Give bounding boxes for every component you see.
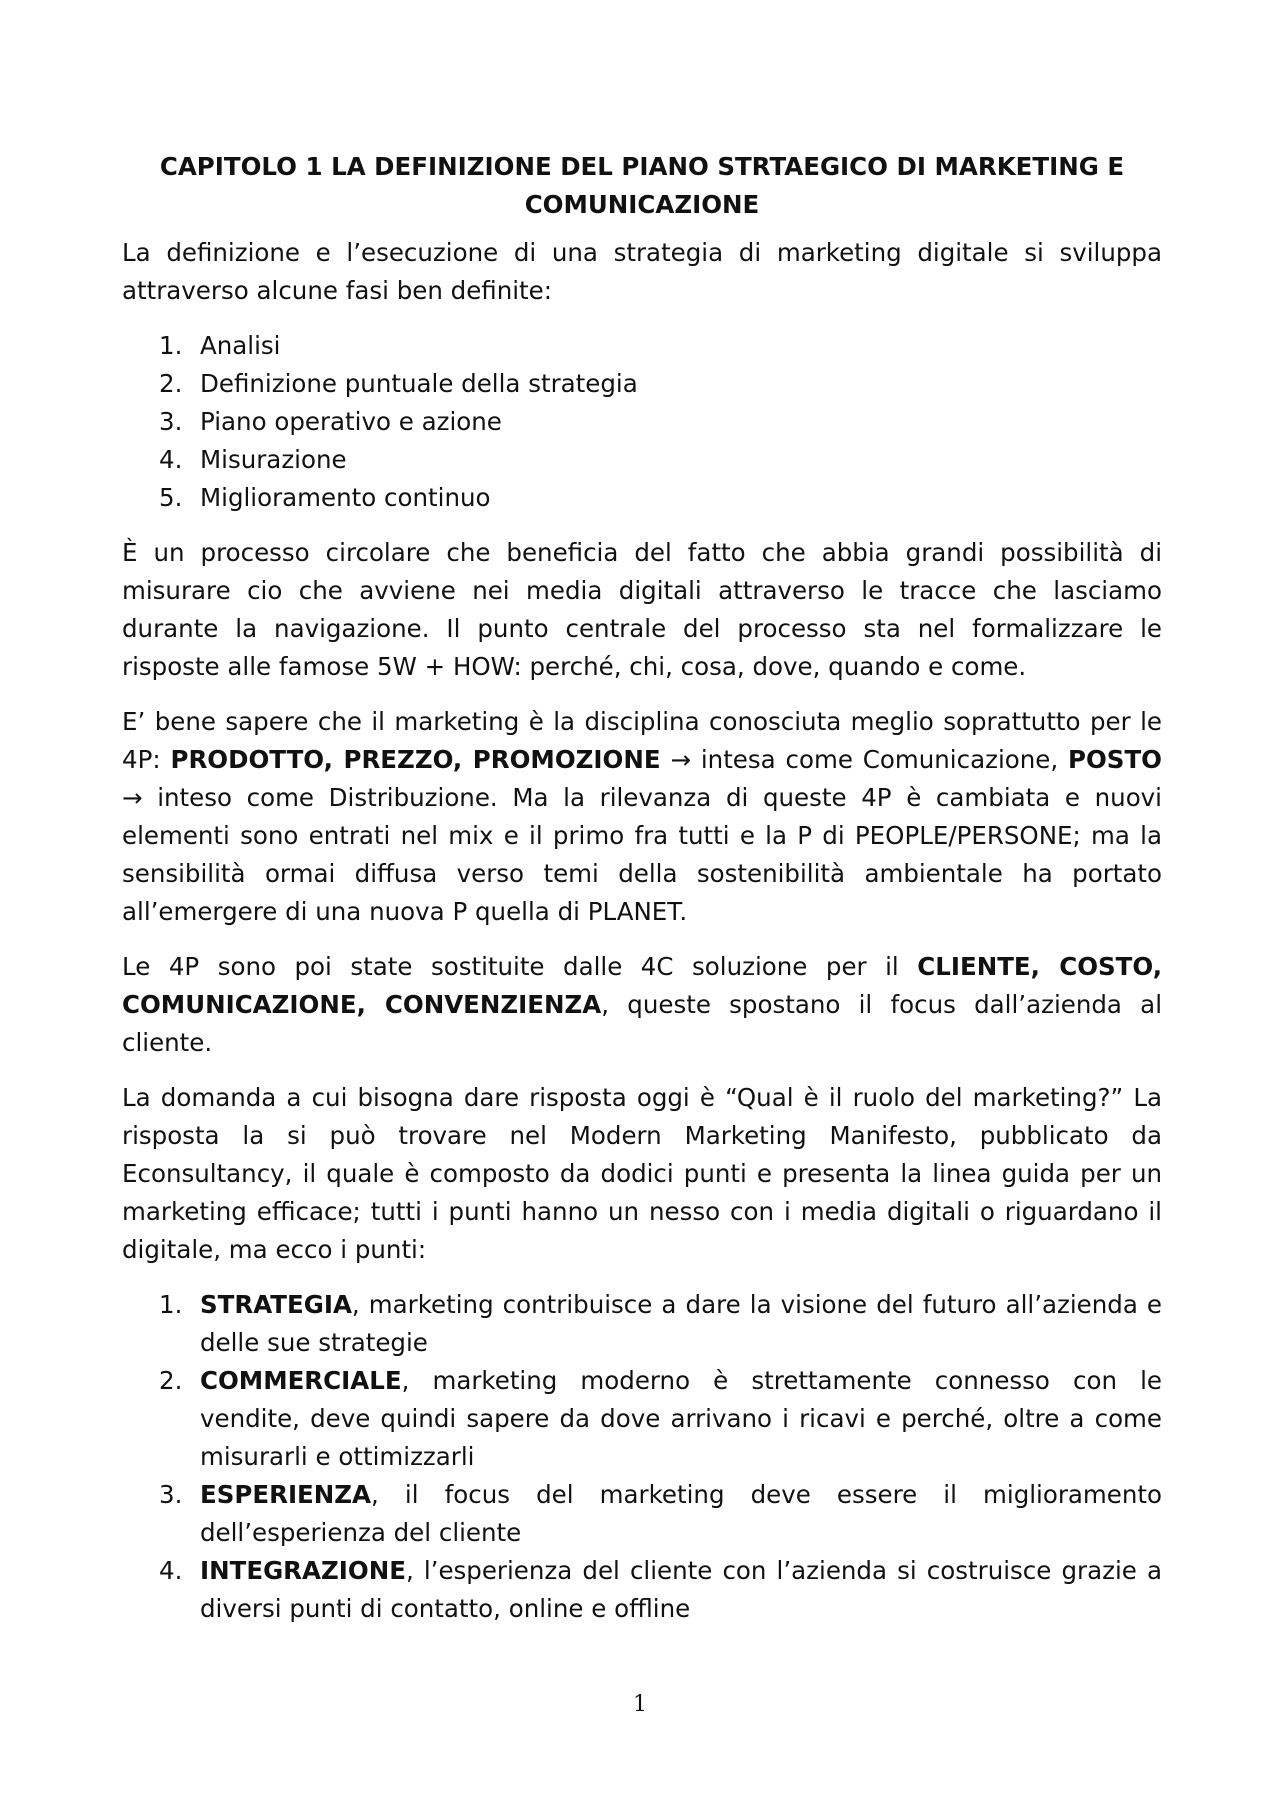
list-item xyxy=(122,441,1162,479)
phases-list xyxy=(122,327,1162,517)
list-item-key: INTEGRAZIONE xyxy=(200,1556,406,1585)
list-number: 4. xyxy=(159,1556,183,1585)
list-item xyxy=(122,327,1162,365)
process-paragraph: È un processo circolare che beneficia del fatto che abbia grandi possibilità di misurare cio che avviene nei media digitali attraverso le tracce che lasciamo durante la navigazione. Il punto centrale del processo sta nel formalizzare le risposte alle famose 5W + HOW: perché, chi, cosa, dove, quando e come. xyxy=(122,538,1162,681)
arrow-icon: → xyxy=(122,783,158,812)
text-run: , queste spostano il focus dall’azienda al cliente. xyxy=(122,990,1162,1057)
list-item-text: , il focus del marketing deve essere il miglioramento dell’esperienza del cliente xyxy=(200,1480,1162,1547)
text-run: intesa come Comunicazione, xyxy=(700,745,1069,774)
list-item-text: , marketing moderno è strettamente connesso con le vendite, deve quindi sapere da dove arrivano i ricavi e perché, oltre a come misurarli e ottimizzarli xyxy=(200,1366,1162,1471)
list-item-key: ESPERIENZA xyxy=(200,1480,372,1509)
list-item-key: STRATEGIA xyxy=(200,1290,352,1319)
list-item-text: , l’esperienza del cliente con l’azienda si costruisce grazie a diversi punti di contatto, online e offline xyxy=(200,1556,1162,1623)
list-item-key: COMMERCIALE xyxy=(200,1366,402,1395)
list-item xyxy=(122,403,1162,441)
list-number: 3. xyxy=(159,407,183,436)
list-item-text: Miglioramento continuo xyxy=(200,483,491,512)
text-run: Le 4P sono poi state sostituite dalle 4C soluzione per il xyxy=(122,952,918,981)
manifesto-list xyxy=(122,1286,1162,1628)
list-number: 2. xyxy=(159,369,183,398)
intro-paragraph: La definizione e l’esecuzione di una strategia di marketing digitale si sviluppa attraverso alcune fasi ben definite: xyxy=(122,238,1162,305)
list-item xyxy=(122,479,1162,517)
four-c-paragraph xyxy=(122,948,1162,1062)
list-item xyxy=(122,1552,1162,1628)
list-number: 1. xyxy=(159,1290,183,1319)
list-item-text: Analisi xyxy=(200,331,281,360)
list-item-text: Definizione puntuale della strategia xyxy=(200,369,638,398)
list-item xyxy=(122,1286,1162,1362)
text-run: inteso come Distribuzione. Ma la rilevanza di queste 4P è cambiata e nuovi elementi sono entrati nel mix e il primo fra tutti e la P di PEOPLE/PERSONE; ma la sensibilità ormai diffusa verso temi della sostenibilità ambientale ha portato all’emergere di una nuova P quella di PLANET. xyxy=(122,783,1162,926)
list-item-text: Piano operativo e azione xyxy=(200,407,502,436)
list-item xyxy=(122,1362,1162,1476)
list-item xyxy=(122,1476,1162,1552)
text-run: E’ bene sapere che il marketing è la disciplina conosciuta meglio soprattutto per le 4P: xyxy=(122,707,1162,774)
list-item-text: Misurazione xyxy=(200,445,347,474)
bold-run: CLIENTE, COSTO, COMUNICAZIONE, CONVENZIENZA xyxy=(122,952,1162,1019)
page-number: 1 xyxy=(633,1692,647,1717)
list-number: 1. xyxy=(159,331,183,360)
list-number: 4. xyxy=(159,445,183,474)
page-content xyxy=(122,148,1162,1645)
list-number: 3. xyxy=(159,1480,183,1509)
four-p-paragraph xyxy=(122,703,1162,931)
list-item-text: , marketing contribuisce a dare la visione del futuro all’azienda e delle sue strategie xyxy=(200,1290,1162,1357)
arrow-icon: → xyxy=(660,745,701,774)
bold-run: PRODOTTO, PREZZO, PROMOZIONE xyxy=(170,745,661,774)
chapter-title: CAPITOLO 1 LA DEFINIZIONE DEL PIANO STRTAEGICO DI MARKETING E COMUNICAZIONE xyxy=(159,152,1125,219)
list-number: 5. xyxy=(159,483,183,512)
question-paragraph: La domanda a cui bisogna dare risposta oggi è “Qual è il ruolo del marketing?” La risposta la si può trovare nel Modern Marketing Manifesto, pubblicato da Econsultancy, il quale è composto da dodici punti e presenta la linea guida per un marketing efficace; tutti i punti hanno un nesso con i media digitali o riguardano il digitale, ma ecco i punti: xyxy=(122,1083,1162,1264)
list-number: 2. xyxy=(159,1366,183,1395)
list-item xyxy=(122,365,1162,403)
bold-run: POSTO xyxy=(1068,745,1162,774)
